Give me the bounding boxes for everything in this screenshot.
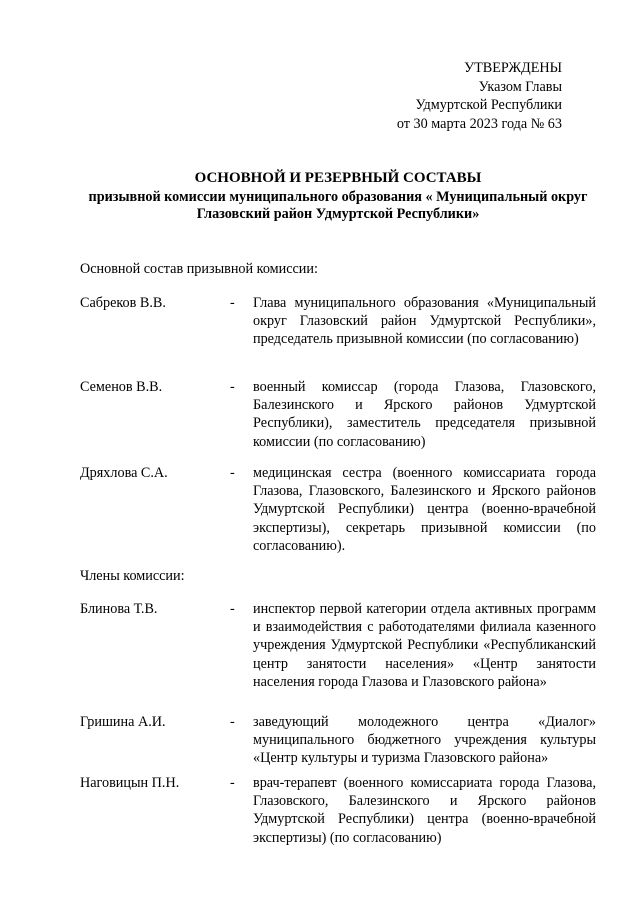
- main-composition-label: Основной состав призывной комиссии:: [80, 261, 318, 277]
- member-description: заведующий молодежного центра «Диалог» муниципального бюджетного учреждения культуры «Центр культуры и туризма Глазовского района»: [253, 714, 596, 767]
- title-sub: призывной комиссии муниципального образования « Муниципальный округ Глазовский район Удмуртской Республики»: [88, 188, 588, 222]
- approval-stamp: [397, 59, 562, 133]
- approval-date: от 30 марта 2023 года № 63: [396, 115, 562, 132]
- member-description: военный комиссар (города Глазова, Глазовского, Балезинского и Ярского районов Удмуртской Республики), заместитель председателя призывной комиссии (по согласованию): [253, 379, 596, 450]
- member-dash: -: [230, 775, 235, 791]
- member-name: Дряхлова С.А.: [80, 465, 168, 481]
- member-description: врач-терапевт (военного комиссариата города Глазова, Глазовского, Балезинского и Ярского районов Удмуртской Республики) центра (военно-врачебной экспертизы) (по согласованию): [253, 775, 596, 846]
- member-name: Наговицын П.Н.: [80, 775, 180, 791]
- approval-heading: УТВЕРЖДЕНЫ: [464, 60, 562, 76]
- approval-authority: Удмуртской Республики: [415, 97, 562, 114]
- member-name: Сабреков В.В.: [80, 295, 166, 311]
- member-description: Глава муниципального образования «Муниципальный округ Глазовский район Удмуртской Республики», председатель призывной комиссии (по согласованию): [253, 295, 596, 348]
- member-dash: -: [230, 465, 235, 481]
- member-dash: -: [230, 714, 235, 730]
- title-main: ОСНОВНОЙ И РЕЗЕРВНЫЙ СОСТАВЫ: [194, 170, 482, 186]
- document-title: [80, 170, 596, 224]
- members-label: Члены комиссии:: [80, 568, 185, 584]
- member-description: медицинская сестра (военного комиссариата города Глазова, Глазовского, Балезинского и Ярского районов Удмуртской Республики) центра (военно-врачебной экспертизы), секретарь призывной комиссии (по согласованию).: [253, 465, 596, 554]
- member-dash: -: [230, 379, 235, 395]
- member-name: Гришина А.И.: [80, 714, 166, 730]
- approval-decree: Указом Главы: [478, 78, 562, 95]
- member-dash: -: [230, 601, 235, 617]
- member-description: инспектор первой категории отдела активных программ и взаимодействия с работодателями филиала казенного учреждения Удмуртской Республики «Республиканский центр занятости населения» «Центр занятости населения города Глазова и Глазовского района»: [253, 601, 596, 690]
- member-dash: -: [230, 295, 235, 311]
- member-name: Блинова Т.В.: [80, 601, 158, 617]
- member-name: Семенов В.В.: [80, 379, 163, 395]
